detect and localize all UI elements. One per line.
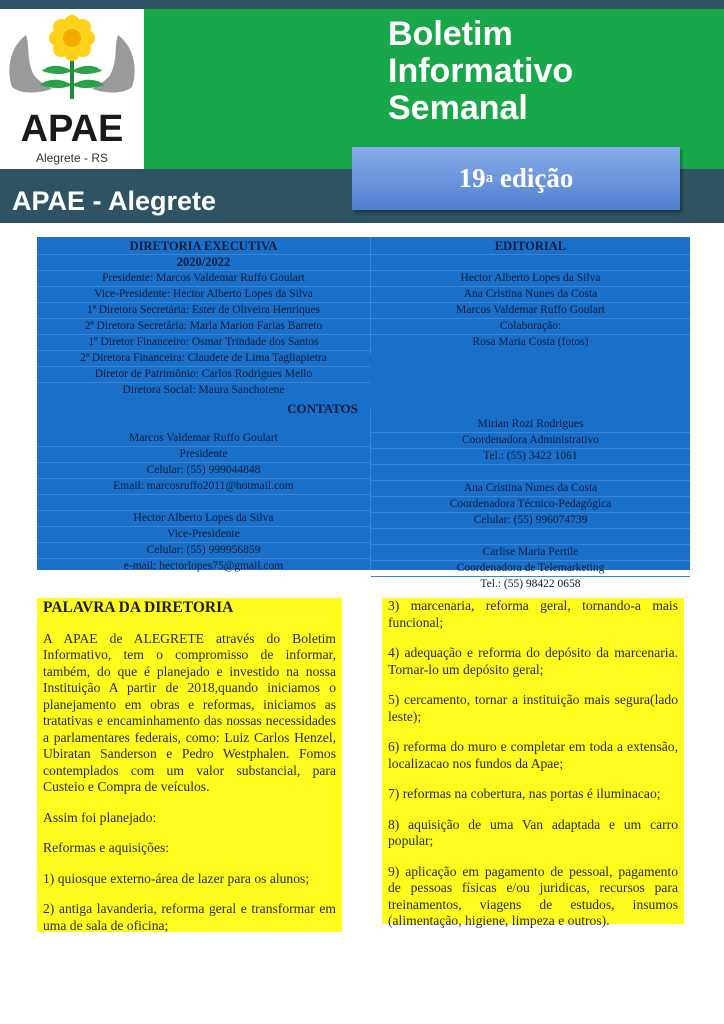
org-name: APAE - Alegrete: [12, 186, 217, 216]
editorial-spacer: [371, 255, 690, 271]
contact-line: Vice-Presidente: [37, 527, 370, 543]
contatos-heading: CONTATOS: [287, 401, 358, 416]
list-item: 2) antiga lavanderia, reforma geral e transformar em uma de sala de oficina;: [43, 901, 336, 933]
contact-line: e-mail: hectorlopes75@gmail.com: [123, 560, 284, 572]
diretoria-period: 2020/2022: [37, 255, 370, 271]
contact-line: Hector Alberto Lopes da Silva: [37, 511, 370, 527]
contact-line: Celular: (55) 999044848: [37, 463, 370, 479]
apae-logo: [0, 9, 144, 169]
info-box: [37, 237, 690, 590]
contact-line: Tel.: (55) 98422 0658: [480, 578, 581, 590]
sunflower-icon: [49, 15, 95, 61]
contact-line: Tel.: (55) 3422 1061: [371, 449, 690, 465]
contact-spacer: [37, 495, 370, 511]
edition-badge: [352, 147, 680, 210]
diretoria-member: Vice-Presidente: Hector Alberto Lopes da Silva: [37, 287, 370, 303]
list-item: 6) reforma do muro e completar em toda a extensão, localizacao nos fundos da Apae;: [388, 739, 678, 771]
diretoria-member: Diretora Social: Maura Sanchotene: [122, 384, 285, 396]
contact-line: Email: marcosruffo2011@hotmail.com: [37, 479, 370, 495]
palavra-diretoria-box: [37, 598, 342, 932]
title-line-2: Informativo: [388, 52, 574, 90]
diretoria-member: 2ª Diretora Secretária: Marla Marion Farias Barreto: [37, 319, 370, 335]
diretoria-member: Diretor de Patrimônio: Carlos Rodrigues Mello: [37, 367, 370, 383]
palavra-heading: PALAVRA DA DIRETORIA: [43, 599, 234, 616]
list-item: 7) reformas na cobertura, nas portas é iluminacao;: [388, 786, 661, 801]
palavra-paragraph: Assim foi planejado:: [43, 809, 157, 825]
title-line-3: Semanal: [388, 89, 528, 127]
diretoria-member: 1º Diretor Financeiro: Osmar Trindade dos Santos: [37, 335, 370, 351]
diretoria-member: 2ª Diretora Financeira: Claudete de Lima Tagliapietra: [37, 351, 370, 367]
contact-line: Presidente: [37, 447, 370, 463]
title-line-1: Boletim: [388, 15, 513, 53]
editorial-line: Marcos Valdemar Ruffo Goulart: [371, 303, 690, 319]
editorial-line: Rosa Maria Costa (fotos): [472, 336, 589, 348]
editorial-line: Colaboração:: [371, 319, 690, 335]
contact-line: Coordenadora de Telemarketing: [371, 561, 690, 577]
list-item: 1) quiosque externo-área de lazer para os alunos;: [43, 870, 310, 886]
contact-line: Celular: (55) 996074739: [371, 513, 690, 529]
contatos-right: [371, 417, 690, 592]
diretoria-section: [37, 239, 370, 398]
contact-line: Coordenadora Técnico-Pedagógica: [371, 497, 690, 513]
contact-spacer: [371, 465, 690, 481]
contact-line: Mirian Rozi Rodrigues: [371, 417, 690, 433]
contact-line: Celular: (55) 999956859: [37, 543, 370, 559]
edition-word: edição: [499, 163, 574, 193]
contact-spacer: [371, 529, 690, 545]
palavra-paragraph: Reformas e aquisições:: [43, 840, 170, 855]
list-item: 5) cercamento, tornar a instituição mais segura(lado leste);: [388, 692, 678, 724]
list-item: 8) aquisição de uma Van adaptada e um carro popular;: [388, 816, 678, 848]
editorial-heading: EDITORIAL: [371, 239, 690, 255]
editorial-line: Hector Alberto Lopes da Silva: [371, 271, 690, 287]
diretoria-heading: DIRETORIA EXECUTIVA: [37, 239, 370, 255]
list-item: 9) aplicação em pagamento de pessoal, pagamento de pessoas físicas e/ou juridicas, recursos para treinamentos, viagens de estudos, insumos (alimentação, higiene, limpeza e outros).: [388, 863, 678, 928]
logo-graphic: [0, 9, 144, 169]
contact-line: Marcos Valdemar Ruffo Goulart: [37, 431, 370, 447]
palavra-intro: A APAE de ALEGRETE através do Boletim Informativo, tem o compromisso de informar, também, do que é planejado e investido na nossa Instituição A partir de 2018,quando iniciamos o planejamento em obras e reformas, iniciamos as tratativas e encaminhamento das nossas necessidades a parlamentares federais, como: Luiz Carlos Henzel, Ubiratan Sanderson e Pedro Westphalen. Fomos contemplados com um valor substancial, para Custeio e Compra de veículos.: [43, 630, 336, 794]
contact-line: Ana Cristina Nunes da Costa: [371, 481, 690, 497]
contact-line: Coordenadora Administrativo: [371, 433, 690, 449]
contatos-left: [37, 431, 370, 574]
top-strip: [0, 0, 724, 9]
diretoria-member: Presidente: Marcos Valdemar Ruffo Goulart: [37, 271, 370, 287]
list-item: 3) marcenaria, reforma geral, tornando-a mais funcional;: [388, 598, 678, 630]
editorial-line: Ana Cristina Nunes da Costa: [371, 287, 690, 303]
edition-number: 19: [458, 163, 486, 193]
edition-ordinal: a: [485, 170, 494, 186]
lista-reformas-box: [382, 598, 684, 928]
logo-subtext: Alegrete - RS: [35, 151, 109, 165]
newsletter-title: [388, 16, 573, 127]
contact-line: Carlise Maria Pertile: [371, 545, 690, 561]
diretoria-member: 1ª Diretora Secretária: Ester de Oliveira Henriques: [37, 303, 370, 319]
editorial-section: [371, 239, 690, 350]
list-item: 4) adequação e reforma do depósito da marcenaria. Tornar-lo um depósito geral;: [388, 645, 678, 677]
logo-text: APAE: [20, 108, 124, 150]
